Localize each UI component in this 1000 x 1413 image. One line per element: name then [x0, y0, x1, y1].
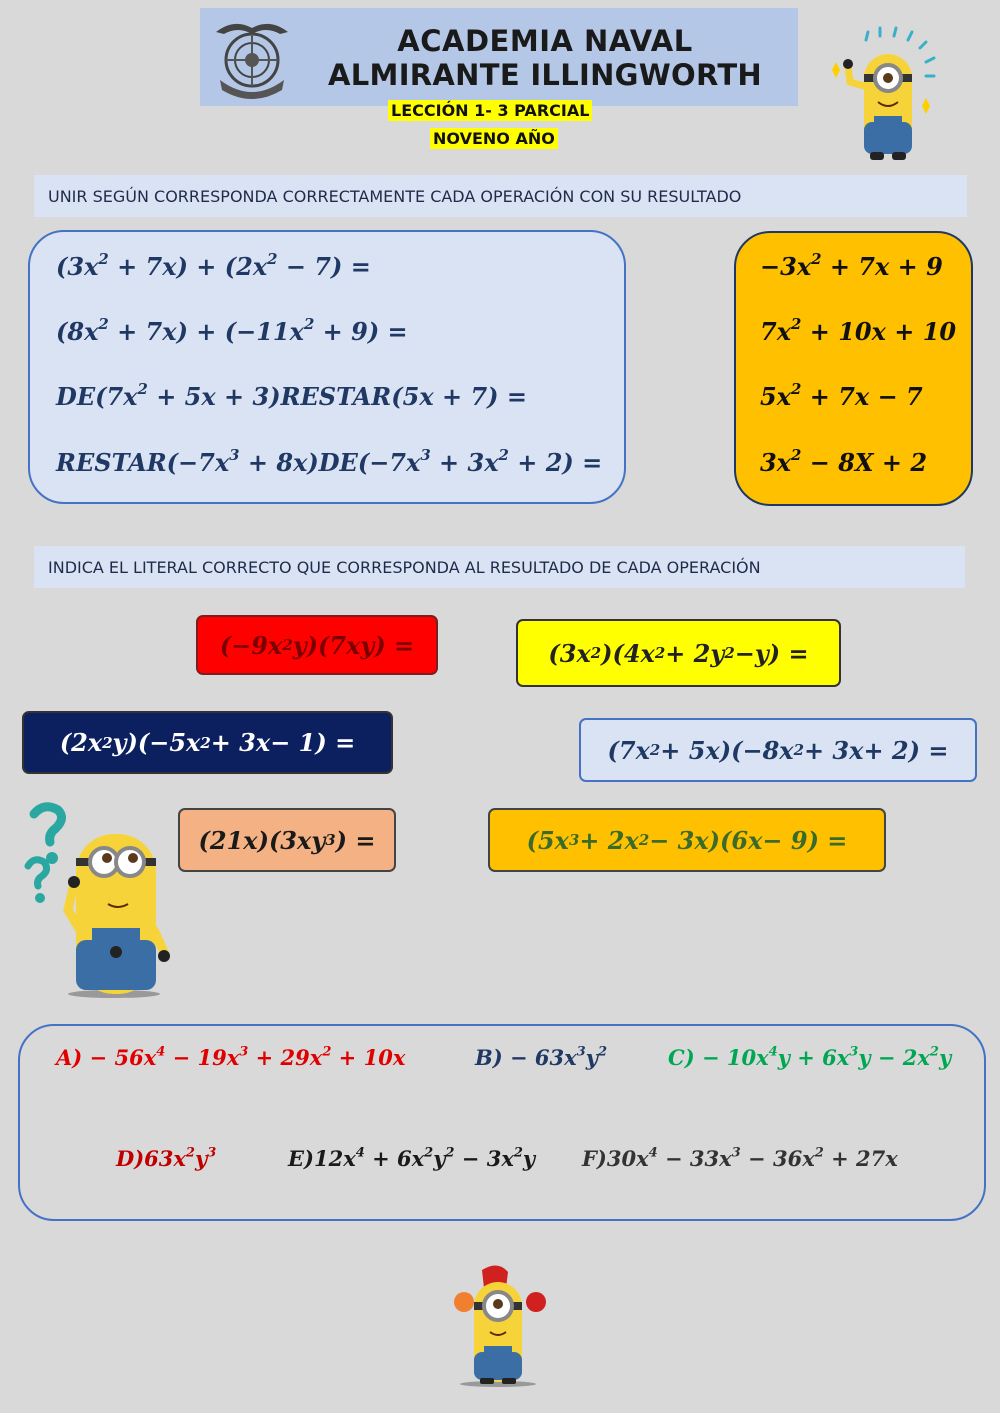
result-2[interactable]: $7x^2 + 10x + 10$	[760, 314, 957, 346]
minion-thinking-image	[14, 800, 170, 1000]
product-operation-2[interactable]: (3 x 2 )(4 x 2 + 2 y 2 − y ) =	[516, 619, 841, 687]
option-b[interactable]: $B) - 63x^3y^2$	[475, 1044, 607, 1070]
section-1-instruction: UNIR SEGÚN CORRESPONDA CORRECTAMENTE CADA OPERACIÓN CON SU RESULTADO	[34, 175, 967, 217]
product-operation-3[interactable]: (2 x 2 y )(−5 x 2 + 3 x − 1) =	[22, 711, 393, 774]
header-banner	[200, 8, 798, 106]
option-e[interactable]: $E)12x^4 + 6x^2y^2 - 3x^2y$	[288, 1145, 536, 1171]
operation-4[interactable]: $RESTAR(-7x^3 + 8x)DE(-7x^3 + 3x^2 + 2)$ =	[56, 445, 603, 477]
school-name-line-2: ALMIRANTE ILLINGWORTH	[328, 58, 762, 92]
product-operation-6[interactable]: (5 x 3 + 2 x 2 − 3 x )(6 x − 9) =	[488, 808, 886, 872]
option-a[interactable]: $A) - 56x^4 - 19x^3 + 29x^2 + 10x$	[56, 1044, 406, 1070]
operation-2[interactable]: $(8x^2 + 7x) + (-11x^2 + 9)$ =	[56, 314, 408, 346]
section-2-instruction: INDICA EL LITERAL CORRECTO QUE CORRESPONDA AL RESULTADO DE CADA OPERACIÓN	[34, 546, 965, 588]
product-operation-4[interactable]: (7 x 2 + 5 x )(−8 x 2 + 3 x + 2) =	[579, 718, 977, 782]
results-box	[734, 231, 973, 506]
result-3[interactable]: $5x^2 + 7x - 7$	[760, 379, 923, 411]
option-d[interactable]: $D)63x^2y^3$	[116, 1145, 217, 1171]
product-operation-5[interactable]: (21 x )(3 xy 3 ) =	[178, 808, 396, 872]
option-c[interactable]: $C) - 10x^4y + 6x^3y - 2x^2y$	[668, 1044, 952, 1070]
operation-1[interactable]: $(3x^2 + 7x) + (2x^2 - 7)$ =	[56, 249, 371, 281]
operation-3[interactable]: $DE(7x^2 + 5x$ + 3)RESTAR(5x + 7) =	[56, 379, 527, 411]
result-1[interactable]: $-3x^2 + 7x + 9$	[760, 249, 943, 281]
operations-box	[28, 230, 626, 504]
lesson-subtitle: LECCIÓN 1- 3 PARCIAL	[388, 100, 592, 121]
option-f[interactable]: $F)30x^4 - 33x^3 - 36x^2 + 27x$	[582, 1145, 898, 1171]
grade-subtitle: NOVENO AÑO	[430, 128, 558, 149]
academia-naval-emblem-logo	[210, 14, 294, 100]
product-operation-1[interactable]: (−9 x 2 y )(7 xy ) =	[196, 615, 438, 675]
minion-thumbs-up-image	[826, 26, 940, 164]
minion-goggles-image	[446, 1262, 550, 1388]
result-4[interactable]: $3x^2 - 8X + 2$	[760, 445, 928, 477]
school-name-line-1: ACADEMIA NAVAL	[397, 24, 693, 58]
answer-options-box	[18, 1024, 986, 1221]
